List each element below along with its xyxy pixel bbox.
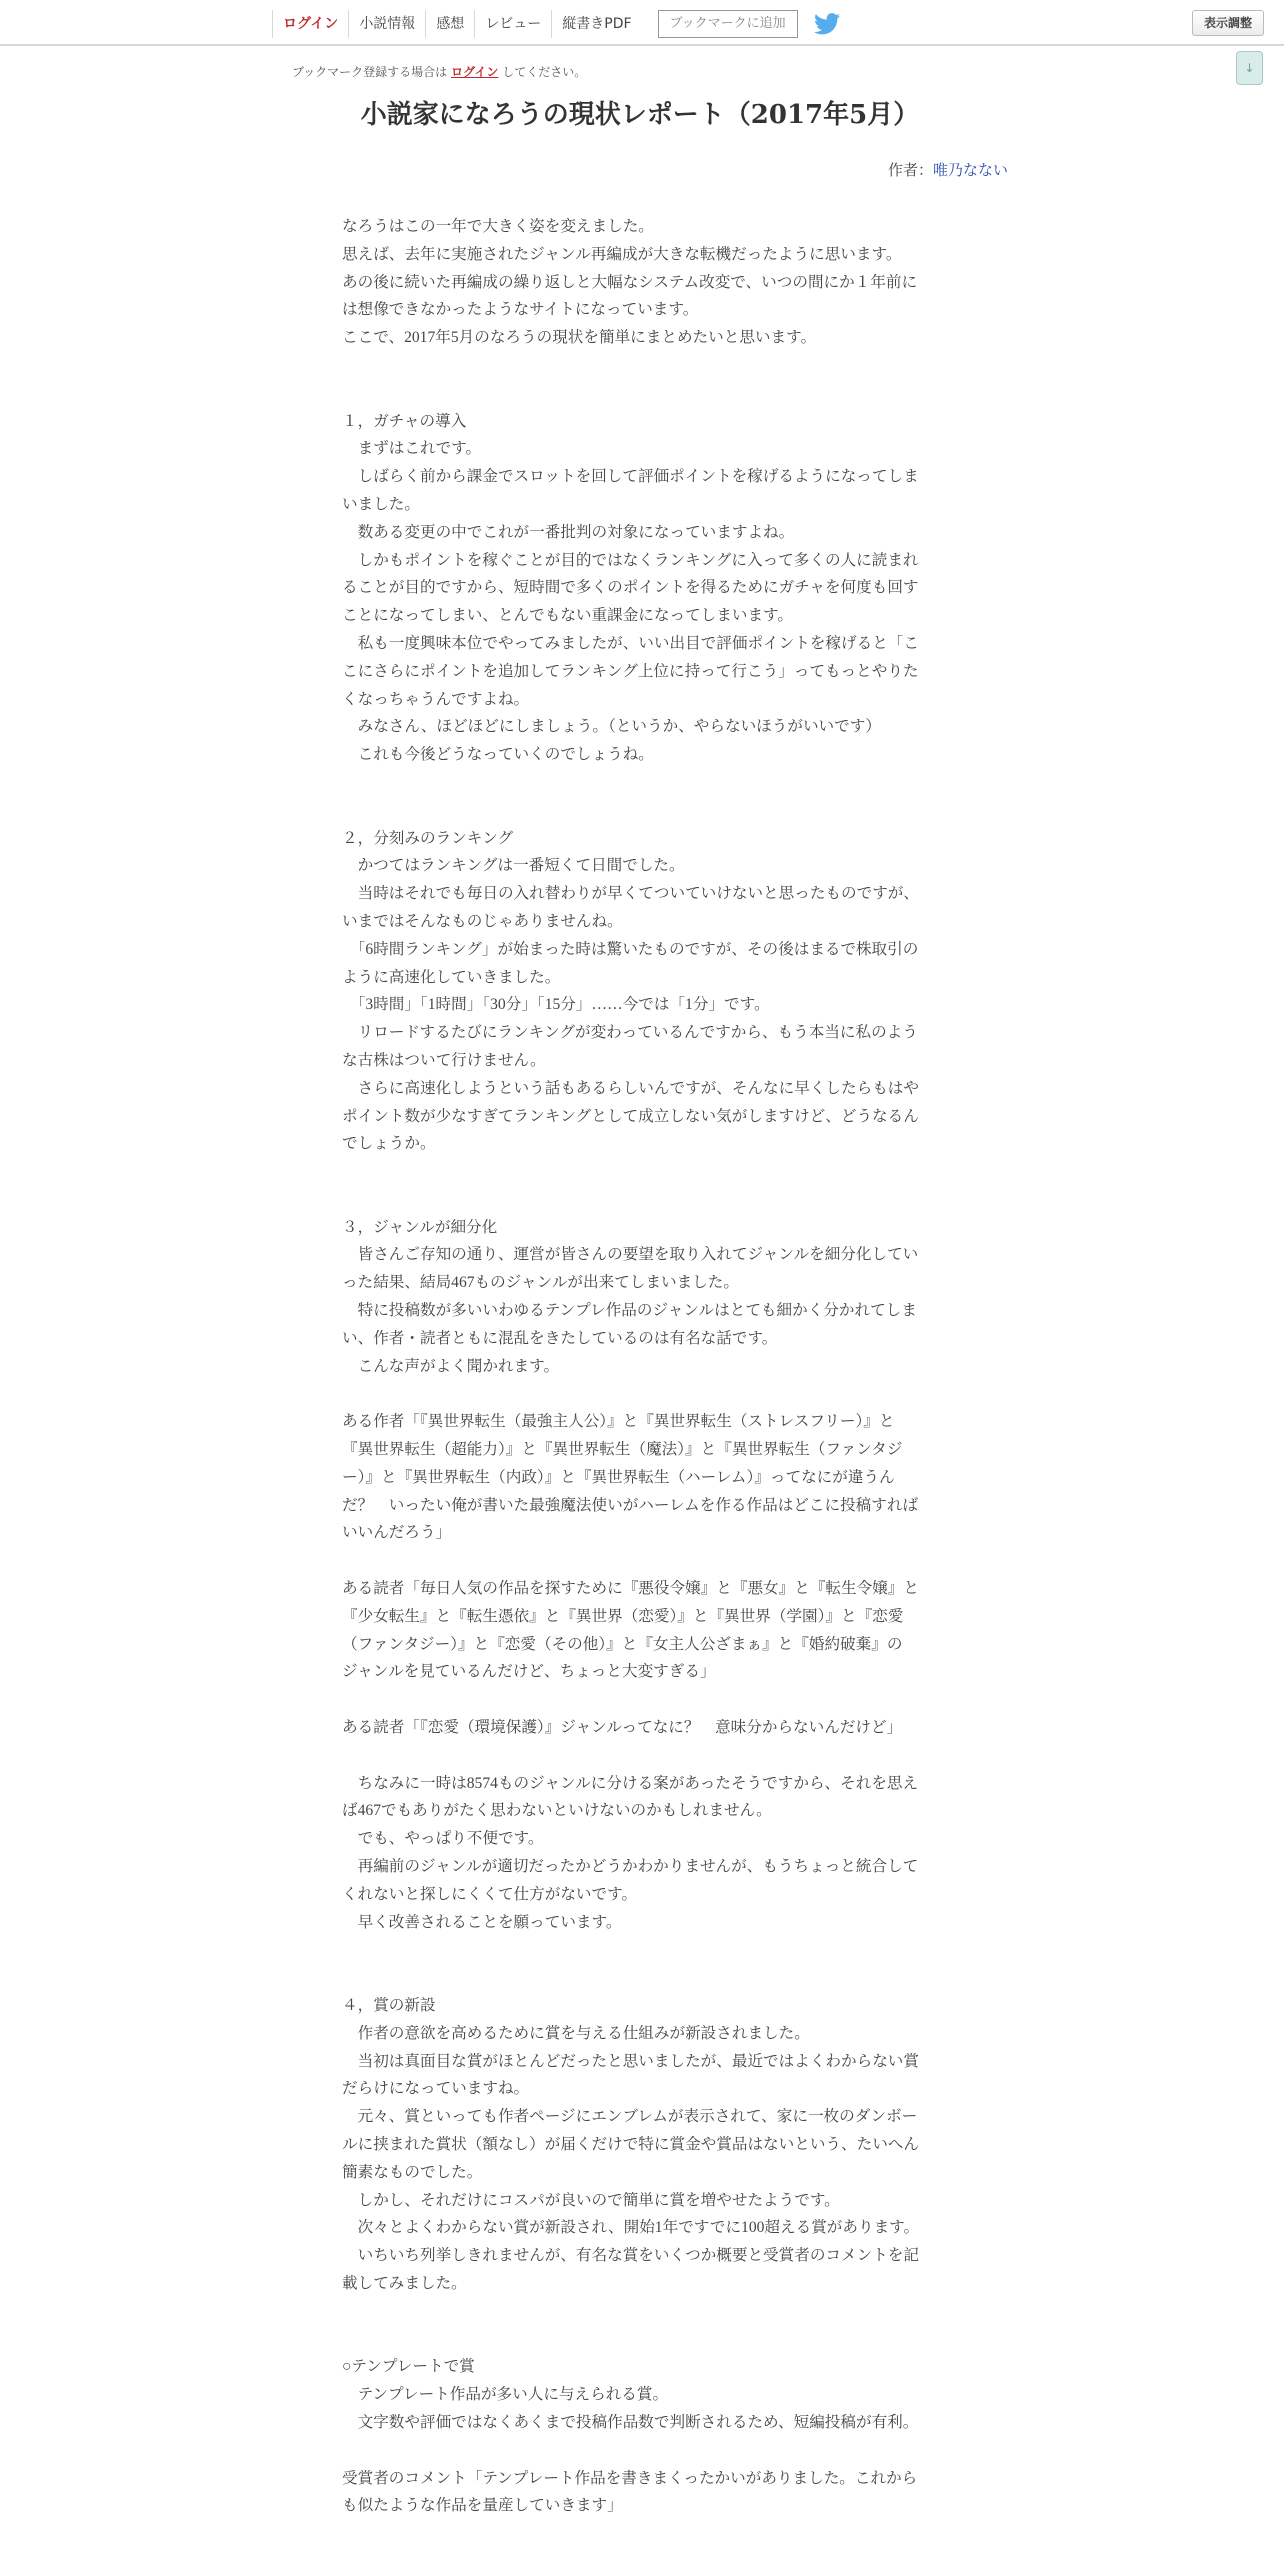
- body-line: 受賞者のコメント「テンプレート作品を書きまくったかいがありました。これから: [342, 2469, 918, 2487]
- top-bar: [0, 0, 1284, 46]
- body-line: ３，ジャンルが細分化: [342, 1218, 498, 1236]
- body-line: でも、やっぱり不便です。: [342, 1830, 544, 1848]
- nav-vertical-pdf[interactable]: 縦書きPDF: [551, 10, 641, 38]
- body-line: 載してみました。: [342, 2274, 467, 2292]
- scroll-down-button[interactable]: ↓: [1236, 51, 1263, 85]
- body-line: 私も一度興味本位でやってみましたが、いい出目で評価ポイントを稼げると「こ: [342, 634, 919, 652]
- body-line: ー）』と『異世界転生（内政）』と『異世界転生（ハーレム）』ってなにが違うん: [342, 1468, 895, 1486]
- body-line: しかもポイントを稼ぐことが目的ではなくランキングに入って多くの人に読まれ: [342, 551, 919, 569]
- body-line: 元々、賞といっても作者ページにエンブレムが表示されて、家に一枚のダンボー: [342, 2108, 918, 2126]
- body-line: も似たような作品を量産していきます」: [342, 2497, 623, 2515]
- body-line: くれないと探しにくくて仕方がないです。: [342, 1885, 638, 1903]
- body-line: 文字数や評価ではなくあくまで投稿作品数で判断されるため、短編投稿が有利。: [342, 2413, 919, 2431]
- body-line: リロードするたびにランキングが変わっているんですから、もう本当に私のよう: [342, 1024, 918, 1042]
- blank-line: [342, 1186, 942, 1214]
- body-line: いちいち列挙しきれませんが、有名な賞をいくつか概要と受賞者のコメントを記: [342, 2247, 919, 2265]
- blank-line: [342, 2326, 942, 2354]
- body-line: 再編前のジャンルが適切だったかどうかわかりませんが、もうちょっと統合して: [342, 1858, 919, 1876]
- body-line: ある読者「『恋愛（環境保護）』ジャンルってなに？ 意味分からないんだけど」: [342, 1719, 903, 1737]
- top-nav: [272, 10, 840, 38]
- body-line: 数ある変更の中でこれが一番批判の対象になっていますよね。: [342, 523, 795, 541]
- body-line: ように高速化していきました。: [342, 968, 561, 986]
- blank-line: [342, 1686, 942, 1714]
- body-line: みなさん、ほどほどにしましょう。（というか、やらないほうがいいです）: [342, 718, 881, 736]
- blank-line: [342, 352, 942, 380]
- body-line: あの後に続いた再編成の繰り返しと大幅なシステム改変で、いつの間にか１年前に: [342, 273, 918, 291]
- body-line: かつてはランキングは一番短くて日間でした。: [342, 857, 685, 875]
- blank-line: [342, 1964, 942, 1992]
- body-line: 次々とよくわからない賞が新設され、開始1年ですでに100超える賞があります。: [342, 2219, 920, 2237]
- body-line: ることが目的ですから、短時間で多くのポイントを得るためにガチャを何度も回す: [342, 579, 919, 597]
- blank-line: [342, 1380, 942, 1408]
- body-line: まずはこれです。: [342, 440, 482, 458]
- body-line: １，ガチャの導入: [342, 412, 467, 430]
- body-line: くなっちゃうんですよね。: [342, 690, 530, 708]
- body-line: ある作者「『異世界転生（最強主人公）』と『異世界転生（ストレスフリー）』と: [342, 1413, 895, 1431]
- body-line: 早く改善されることを願っています。: [342, 1913, 622, 1931]
- body-line: こにさらにポイントを追加してランキング上位に持って行こう」ってもっとやりた: [342, 662, 919, 680]
- author-line: [888, 159, 1008, 180]
- blank-line: [342, 2298, 942, 2326]
- blank-line: [342, 1936, 942, 1964]
- author-label: 作者：: [887, 161, 933, 179]
- body-line: ば467でもありがたく思わないといけないのかもしれません。: [342, 1802, 772, 1820]
- nav-login[interactable]: ログイン: [272, 10, 348, 38]
- body-line: さらに高速化しようという話もあるらしいんですが、そんなに早くしたらもはや: [342, 1079, 919, 1097]
- body-line: ちなみに一時は8574ものジャンルに分ける案があったそうですから、それを思え: [342, 1774, 919, 1792]
- author-name-link[interactable]: 唯乃なない: [932, 161, 1008, 179]
- body-line: しかし、それだけにコスパが良いので簡単に賞を増やせたようです。: [342, 2191, 840, 2209]
- nav-review[interactable]: レビュー: [474, 10, 551, 38]
- body-line: 『少女転生』と『転生憑依』と『異世界（恋愛）』と『異世界（学園）』と『恋愛: [342, 1607, 904, 1625]
- body-line: ２，分刻みのランキング: [342, 829, 514, 847]
- blank-line: [342, 1158, 942, 1186]
- body-line: 作者の意欲を高めるために賞を与える仕組みが新設されました。: [342, 2024, 810, 2042]
- body-line: 当時はそれでも毎日の入れ替わりが早くてついていけないと思ったものですが、: [342, 885, 919, 903]
- body-line: だらけになっていますね。: [342, 2080, 530, 2098]
- body-line: い、作者・読者ともに混乱をきたしているのは有名な話です。: [342, 1329, 778, 1347]
- novel-body: [342, 213, 942, 2520]
- body-line: 「6時間ランキング」が始まった時は驚いたものですが、その後はまるで株取引の: [342, 940, 919, 958]
- body-line: 皆さんご存知の通り、運営が皆さんの要望を取り入れてジャンルを細分化してい: [342, 1246, 919, 1264]
- body-line: しばらく前から課金でスロットを回して評価ポイントを稼げるようになってしま: [342, 468, 919, 486]
- body-line: なろうはこの一年で大きく姿を変えました。: [342, 218, 654, 235]
- novel-title: 小説家になろうの現状レポート（2017年5月）: [360, 100, 920, 130]
- body-line: いまではそんなものじゃありませんね。: [342, 912, 623, 930]
- body-line: だ？ いったい俺が書いた最強魔法使いがハーレムを作る作品はどこに投稿すれば: [342, 1496, 919, 1514]
- body-line: ある読者「毎日人気の作品を探すために『悪役令嬢』と『悪女』と『転生令嬢』と: [342, 1580, 919, 1598]
- twitter-icon[interactable]: [814, 13, 840, 35]
- body-line: いいんだろう」: [342, 1524, 452, 1542]
- body-line: な古株はついて行けません。: [342, 1051, 546, 1069]
- body-line: 『異世界転生（超能力）』と『異世界転生（魔法）』と『異世界転生（ファンタジ: [342, 1441, 903, 1459]
- body-line: テンプレート作品が多い人に与えられる賞。: [342, 2386, 669, 2404]
- body-line: ここで、2017年5月のなろうの現状を簡単にまとめたいと思います。: [342, 329, 817, 347]
- notice-text-before: ブックマーク登録する場合は: [292, 65, 448, 79]
- bookmark-login-notice: [292, 63, 586, 80]
- body-line: ポイント数が少なすぎてランキングとして成立しない気がしますけど、どうなるん: [342, 1107, 919, 1125]
- blank-line: [342, 797, 942, 825]
- body-line: （ファンタジー）』と『恋愛（その他）』と『女主人公ざまぁ』と『婚約破棄』の: [342, 1635, 903, 1653]
- blank-line: [342, 2437, 942, 2465]
- body-line: 当初は真面目な賞がほとんどだったと思いましたが、最近ではよくわからない賞: [342, 2052, 919, 2070]
- blank-line: [342, 380, 942, 408]
- body-line: でしょうか。: [342, 1135, 436, 1153]
- notice-login-link[interactable]: ログイン: [451, 65, 499, 79]
- body-line: ジャンルを見ているんだけど、ちょっと大変すぎる」: [342, 1663, 716, 1681]
- body-line: 特に投稿数が多いいわゆるテンプレ作品のジャンルはとても細かく分かれてしま: [342, 1302, 917, 1320]
- blank-line: [342, 1547, 942, 1575]
- body-line: こんな声がよく聞かれます。: [342, 1357, 560, 1375]
- body-line: った結果、結局467ものジャンルが出来てしまいました。: [342, 1274, 739, 1292]
- nav-impressions[interactable]: 感想: [425, 10, 474, 38]
- body-line: ことになってしまい、とんでもない重課金になってしまいます。: [342, 607, 793, 625]
- body-line: ルに挟まれた賞状（額なし）が届くだけで特に賞金や賞品はないという、たいへん: [342, 2135, 919, 2153]
- body-line: これも今後どうなっていくのでしょうね。: [342, 746, 654, 764]
- body-line: いました。: [342, 495, 420, 513]
- blank-line: [342, 769, 942, 797]
- bookmark-add-button[interactable]: ブックマークに追加: [658, 10, 798, 38]
- display-settings-button[interactable]: 表示調整: [1192, 10, 1264, 36]
- body-line: は想像できなかったようなサイトになっています。: [342, 301, 699, 319]
- body-line: 「3時間」「1時間」「30分」「15分」……今では「1分」です。: [342, 996, 770, 1014]
- body-line: 思えば、去年に実施されたジャンル再編成が大きな転機だったように思います。: [342, 245, 902, 263]
- body-line: 簡素なものでした。: [342, 2163, 483, 2181]
- blank-line: [342, 1742, 942, 1770]
- nav-novel-info[interactable]: 小説情報: [348, 10, 425, 38]
- body-line: ４，賞の新設: [342, 1997, 436, 2014]
- body-line: ○テンプレートで賞: [342, 2358, 475, 2376]
- notice-text-after: してください。: [502, 65, 587, 79]
